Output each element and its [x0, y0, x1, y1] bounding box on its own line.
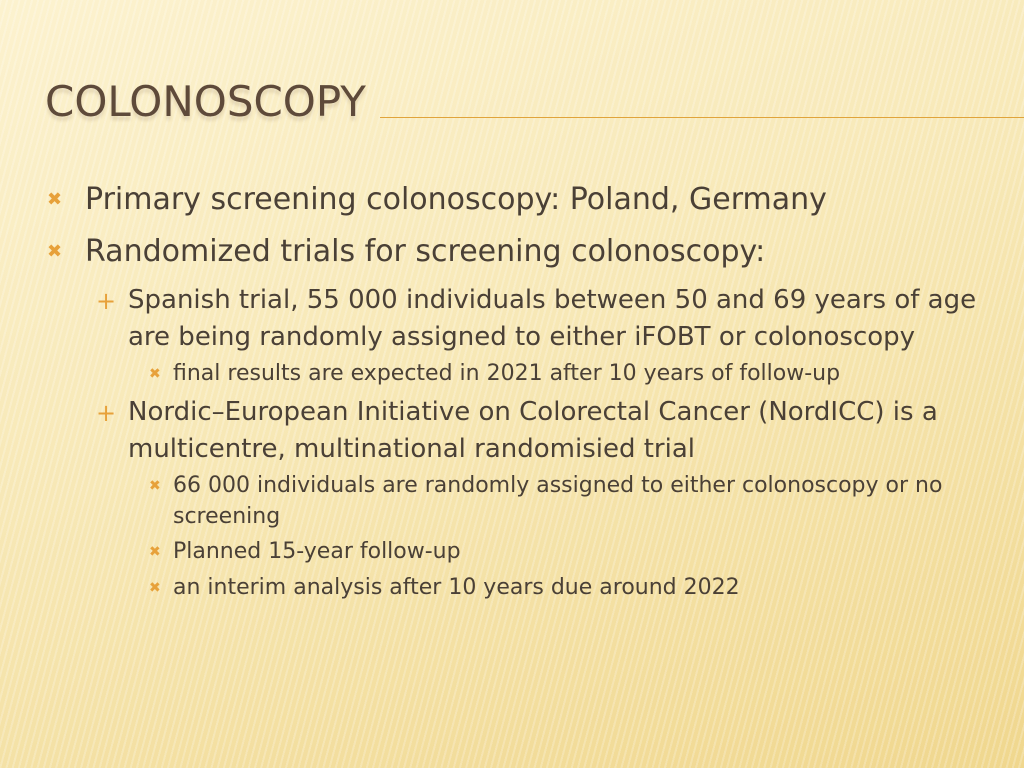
bullet-text: Primary screening colonoscopy: Poland, Germany: [85, 182, 827, 217]
sub-sub-bullet-item: [45, 572, 1005, 604]
sub-sub-bullet-text: an interim analysis after 10 years due around 2022: [173, 575, 740, 600]
slide-content: [45, 178, 1005, 608]
sub-sub-bullet-text: Planned 15-year follow-up: [173, 539, 461, 564]
plus-icon: +: [96, 287, 117, 315]
cross-icon: ✖: [149, 478, 161, 494]
title-underline: [380, 117, 1024, 118]
bullet-text: Randomized trials for screening colonoscopy:: [85, 234, 766, 269]
cross-icon: ✖: [149, 544, 161, 560]
sub-sub-bullet-text: 66 000 individuals are randomly assigned to either colonoscopy or no screening: [173, 473, 943, 529]
cross-icon: ✖: [149, 580, 161, 596]
sub-sub-bullet-item: [45, 470, 1005, 532]
sub-bullet-text: Nordic–European Initiative on Colorectal Cancer (NordICC) is a multicentre, multinational randomisied trial: [128, 397, 938, 464]
cross-icon: ✖: [47, 241, 63, 262]
bullet-item: [45, 230, 1005, 274]
cross-icon: ✖: [149, 366, 161, 382]
sub-sub-bullet-text: final results are expected in 2021 after 10 years of follow-up: [173, 361, 841, 386]
sub-sub-bullet-item: [45, 536, 1005, 568]
sub-bullet-item: [45, 282, 1005, 356]
bullet-item: [45, 178, 1005, 222]
slide-title: COLONOSCOPY: [45, 77, 366, 126]
sub-sub-bullet-item: [45, 358, 1005, 390]
sub-bullet-item: [45, 394, 1005, 468]
sub-bullet-text: Spanish trial, 55 000 individuals between 50 and 69 years of age are being randomly assigned to either iFOBT or colonoscopy: [128, 285, 977, 352]
plus-icon: +: [96, 399, 117, 427]
cross-icon: ✖: [47, 189, 63, 210]
